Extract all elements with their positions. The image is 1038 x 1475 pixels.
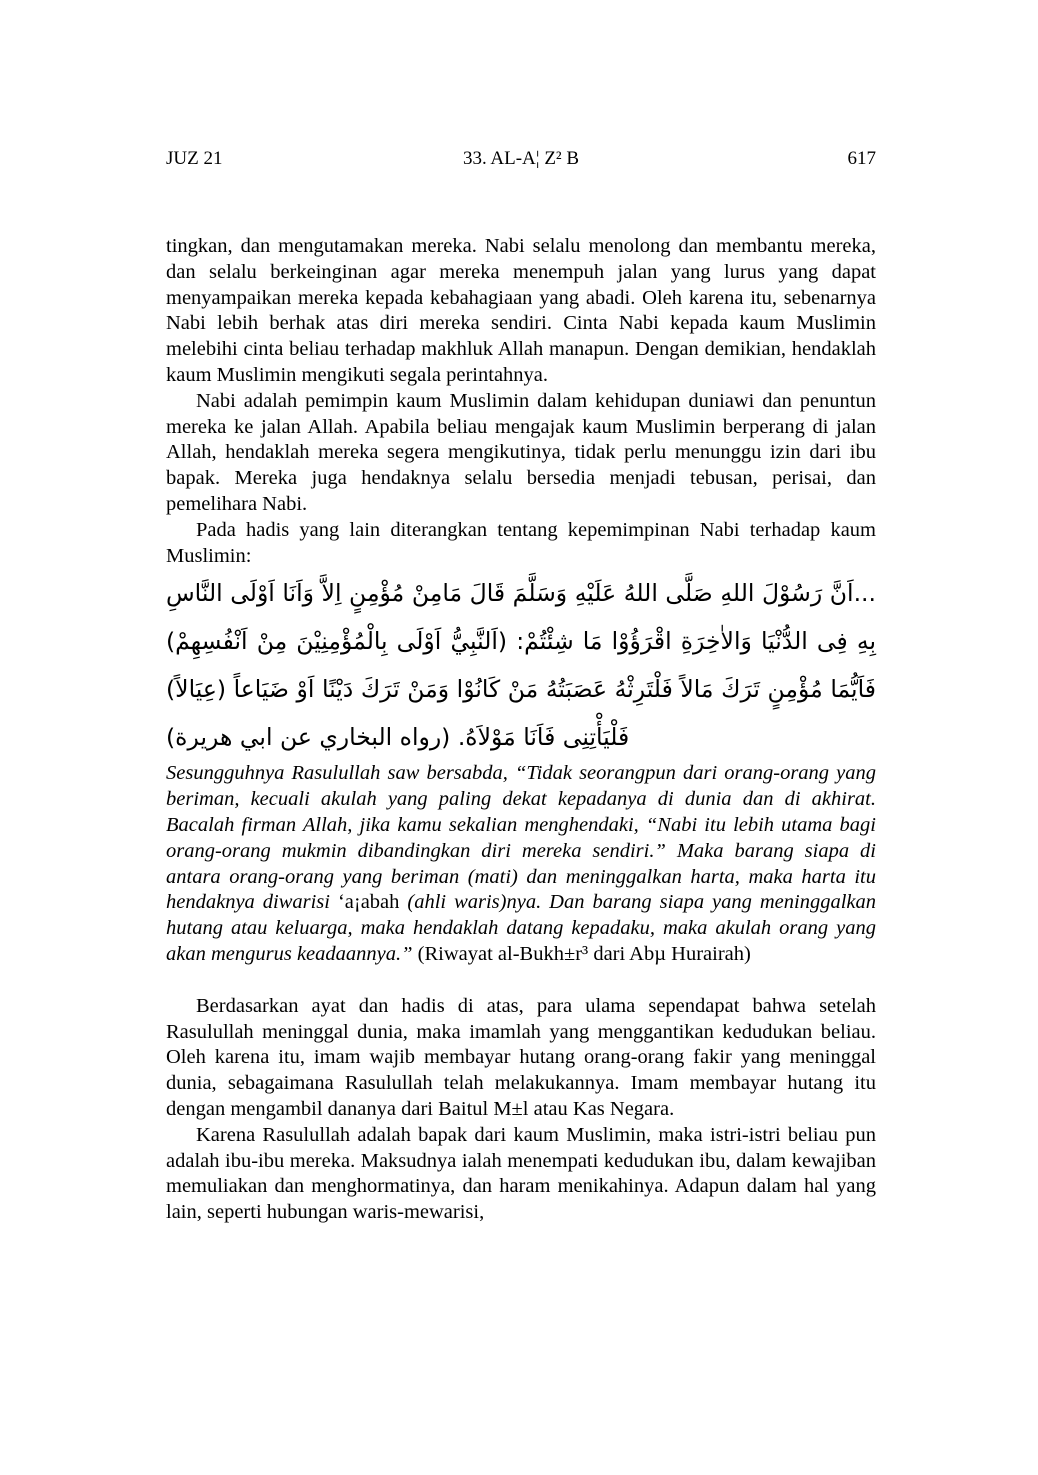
arabic-hadith: ...اَنَّ رَسُوْلَ اللهِ صَلَّى اللهُ عَلَيْهِ وَسَلَّمَ قَالَ مَامِنْ مُؤْمِنٍ اِلاَّ وَاَنَا اَوْلَى النَّاسِ بِهِ فِى الدُّنْيَا وَالاٰخِرَةِ اقْرَؤُوْا مَا شِئْتُمْ: (اَلنَّبِيُّ اَوْلَى بِالْمُؤْمِنِيْنَ مِنْ اَنْفُسِهِمْ) فَاَيُّمَا مُؤْمِنٍ تَرَكَ مَالاً فَلْتَرِثْهُ عَصَبَتُهُ مَنْ كَانُوْا وَمَنْ تَرَكَ دَيْنًا اَوْ ضَيَاعاً (عِيَالاً) فَلْيَأْتِنِى فَاَنَا مَوْلاَهُ. (رواه البخاري عن ابي هريرة): [166, 579, 876, 752]
juz-label: JUZ 21: [166, 148, 223, 169]
paragraph-4: Berdasarkan ayat dan hadis di atas, para ulama sependapat bahwa setelah Rasulullah meninggal dunia, maka imamlah yang menggantikan kedudukan beliau. Oleh karena itu, imam wajib membayar hutang orang-orang fakir yang meninggal dunia, sebagaimana Rasulullah telah melakukannya. Imam membayar hutang itu dengan mengambil dananya dari Baitul M±l atau Kas Negara.: [166, 994, 876, 1120]
hadith-source: (Riwayat al-Bukh±r³ dari Abµ Hurairah): [412, 942, 751, 965]
translation-part-1: Sesungguhnya Rasulullah saw bersabda, “Tidak seorangpun dari orang-orang yang beriman, kecuali akulah yang paling dekat kepadanya di dunia dan di akhirat. Bacalah firman Allah, jika kamu sekalian menghendaki, “Nabi itu lebih utama bagi orang-orang mukmin dibandingkan diri mereka sendiri.” Maka barang siapa di antara orang-orang yang beriman (mati) dan meninggalkan harta, maka harta itu hendaknya diwarisi: [166, 762, 876, 914]
chapter-title: 33. AL-A¦ Z² B: [462, 148, 580, 169]
translation-part-2: (ahli waris)nya. Dan barang siapa yang meninggalkan hutang atau keluarga, maka hendaklah datang kepadaku, maka akulah orang yang akan mengurus keadaannya.”: [166, 891, 877, 965]
paragraph-2: Nabi adalah pemimpin kaum Muslimin dalam kehidupan duniawi dan penuntun mereka ke jalan Allah. Apabila beliau mengajak kaum Muslimin berperang di jalan Allah, hendaklah mereka segera mengikutinya, tidak perlu menunggu izin dari ibu bapak. Mereka juga hendaknya selalu bersedia menjadi tebusan, perisai, dan pemelihara Nabi.: [166, 389, 876, 515]
paragraph-1: tingkan, dan mengutamakan mereka. Nabi selalu menolong dan membantu mereka, dan selalu berkeinginan agar mereka menempuh jalan yang lurus yang dapat menyampaikan mereka kepada kebahagiaan yang abadi. Oleh karena itu, sebenarnya Nabi lebih berhak atas diri mereka sendiri. Cinta Nabi kepada kaum Muslimin melebihi cinta beliau terhadap makhluk Allah manapun. Dengan demikian, hendaklah kaum Muslimin mengikuti segala perintahnya.: [166, 235, 876, 386]
hadith-translation: [166, 761, 876, 967]
paragraph-3: Pada hadis yang lain diterangkan tentang kepemimpinan Nabi terhadap kaum Muslimin:: [166, 518, 876, 567]
translation-term: ‘a¡abah: [329, 891, 408, 914]
page-header: [166, 146, 876, 172]
page-number: 617: [847, 148, 876, 169]
paragraph-5: Karena Rasulullah adalah bapak dari kaum Muslimin, maka istri-istri beliau pun adalah ibu-ibu mereka. Maksudnya ialah menempati kedudukan ibu, dalam kewajiban memuliakan dan menghormatinya, dan haram menikahinya. Adapun dalam hal yang lain, seperti hubungan waris-mewarisi,: [166, 1123, 876, 1224]
page-body: [166, 234, 876, 1226]
